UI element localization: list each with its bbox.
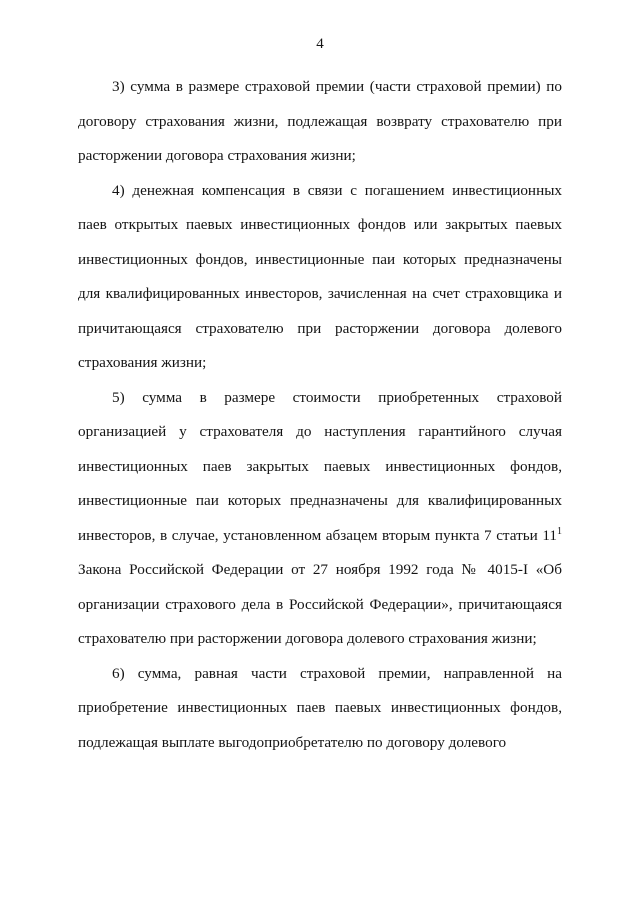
paragraph-item-3: 3) сумма в размере страховой премии (части страховой премии) по договору страхования жизни, подлежащая возврату страхователю при расторжении договора страхования жизни; — [78, 78, 562, 164]
paragraph-item-5-text-end: Закона Российской Федерации от 27 ноября 1992 года № 4015-I «Об организации страхового дела в Российской Федерации», причитающаяся страхователю при расторжении договора долевого страхования жизни; — [78, 561, 562, 647]
article-superscript: 1 — [557, 525, 562, 537]
paragraph-item-6: 6) сумма, равная части страховой премии, направленной на приобретение инвестиционных паев паевых инвестиционных фондов, подлежащая выплате выгодоприобретателю по договору долевого — [78, 664, 562, 751]
document-body — [78, 70, 562, 760]
paragraph-item-4: 4) денежная компенсация в связи с погашением инвестиционных паев открытых паевых инвестиционных фондов или закрытых паевых инвестиционных фондов, инвестиционные паи которых предназначены для квалифицированных инвесторов, зачисленная на счет страховщика и причитающаяся страхователю при расторжении договора долевого страхования жизни; — [78, 181, 562, 371]
page-number: 4 — [316, 36, 324, 52]
paragraph-item-5-text-start: 5) сумма в размере стоимости приобретенных страховой организацией у страхователя до наступления гарантийного случая инвестиционных паев закрытых паевых инвестиционных фондов, инвестиционные паи которых предназначены для квалифицированных инвесторов, в случае, установленном абзацем вторым пункта 7 статьи 11 — [78, 388, 562, 544]
paragraph-item-5 — [78, 381, 562, 657]
